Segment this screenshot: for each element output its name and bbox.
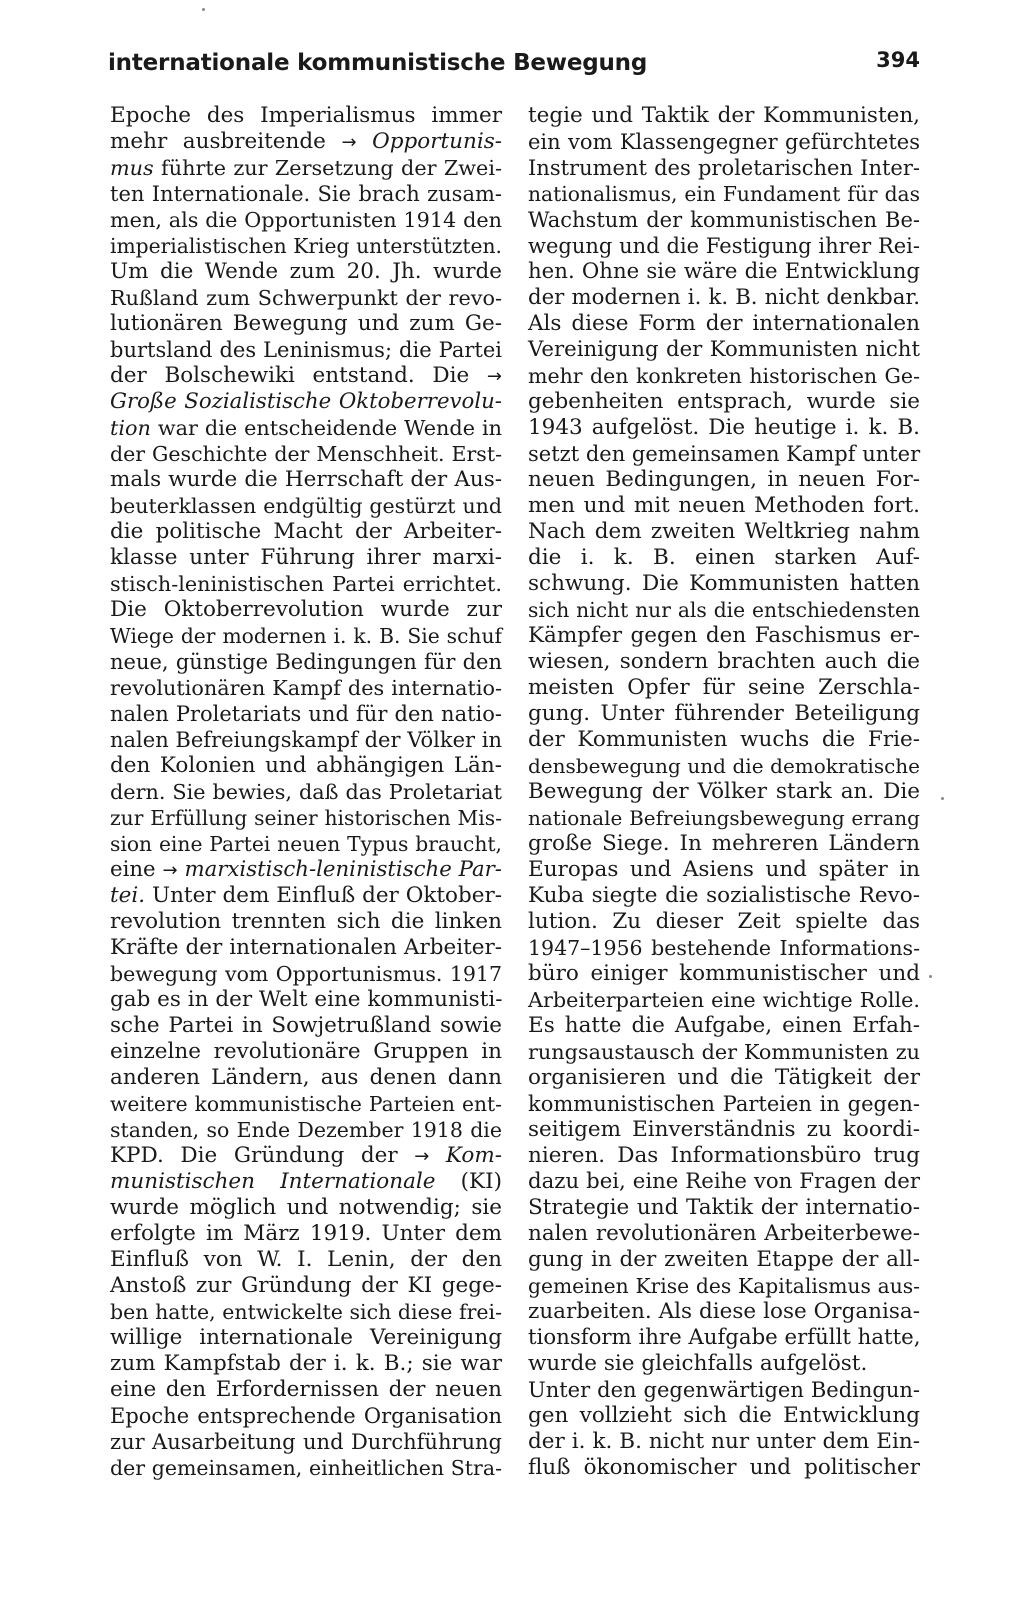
text-line: Um die Wende zum 20. Jh. wurde [110,259,502,284]
text-line: organisieren und die Tätigkeit der [528,1065,920,1090]
text-line: revolutionären Kampf des internatio- [110,676,502,700]
text-line: mehr ausbreitende → Opportunis- [110,129,502,154]
text-line: sche Partei in Sowjetrußland sowie [110,1013,502,1038]
text-line [110,389,502,415]
text-line: klasse unter Führung ihrer marxi- [110,545,502,570]
text-line: zuarbeiten. Als diese lose Organisa- [528,1299,920,1324]
text-line: 1943 aufgelöst. Die heutige i. k. B. [528,415,920,440]
text-line: Strategie und Taktik der internatio- [528,1195,920,1220]
left-column [110,103,502,1481]
text-line: tegie und Taktik der Kommunisten, [528,103,920,128]
text-line: tion war die entscheidende Wende in [110,416,502,440]
text-line: den Kolonien und abhängigen Län- [110,753,502,778]
text-line: nalen Befreiungskampf der Völker in [110,728,502,752]
text-line: büro einiger kommunistischer und [528,961,920,986]
text-line: wurde sie gleichfalls aufgelöst. [528,1351,868,1376]
text-line: Rußland zum Schwerpunkt der revo- [110,286,502,310]
text-line: wiesen, sondern brachten auch die [528,649,920,674]
text-line: eine den Erfordernissen der neuen [110,1377,502,1402]
text-line: Kräfte der internationalen Arbeiter- [110,935,502,960]
right-column [528,103,920,1481]
text-line: die i. k. B. einen starken Auf- [528,545,920,570]
text-line: Kämpfer gegen den Faschismus er- [528,623,920,648]
text-line: lution. Zu dieser Zeit spielte das [528,909,920,934]
text-line: gung. Unter führender Beteiligung [528,701,920,726]
text-line: mus führte zur Zersetzung der Zwei- [110,156,502,180]
text-line: wurde möglich und notwendig; sie [110,1195,502,1220]
text-line: stisch-leninistischen Partei errichtet. [110,572,502,596]
text-line: seitigem Einverständnis zu koordi- [528,1117,920,1142]
page-header [108,48,920,88]
text-line: Epoche entsprechende Organisation [110,1404,502,1428]
print-speck [929,975,932,978]
text-line: der i. k. B. nicht nur unter dem Ein- [528,1429,920,1454]
text-line: densbewegung und die demokratische [528,754,920,778]
text-line: der gemeinsamen, einheitlichen Stra- [110,1456,502,1480]
text-line: lutionären Bewegung und zum Ge- [110,311,502,336]
text-line: Anstoß zur Gründung der KI gege- [110,1273,502,1298]
text-line: munistischen Internationale (KI) [110,1169,502,1194]
text-line: erfolgte im März 1919. Unter dem [110,1221,502,1246]
text-line: nationalismus, ein Fundament für das [528,182,920,206]
text-line: die politische Macht der Arbeiter- [110,519,502,544]
text-line: men und mit neuen Methoden fort. [528,493,920,518]
text-line: sion eine Partei neuen Typus braucht, [110,832,502,856]
text-line: der Kommunisten wuchs die Frie- [528,727,920,752]
cross-reference: Opportunis- [372,129,502,154]
text-line: ten Internationale. Sie brach zusam- [110,182,502,206]
text-line: zur Ausarbeitung und Durchführung [110,1430,502,1454]
text-line: tionsform ihre Aufgabe erfüllt hatte, [528,1325,921,1350]
text-line: zum Kampfstab der i. k. B.; sie war [110,1351,502,1376]
text-line: gemeinen Krise des Kapitalismus aus- [528,1274,920,1298]
text-line: revolution trennten sich die linken [110,909,502,934]
text-line: einzelne revolutionäre Gruppen in [110,1039,502,1064]
text-line: bewegung vom Opportunismus. 1917 [110,962,502,986]
text-line: Einfluß von W. I. Lenin, der den [110,1247,502,1272]
text-line: gab es in der Welt eine kommunisti- [110,987,503,1012]
cross-reference: Kom- [445,1143,502,1168]
text-line: KPD. Die Gründung der → Kom- [110,1143,502,1168]
text-line: der modernen i. k. B. nicht denkbar. [528,285,920,310]
text-line: Wiege der modernen i. k. B. Sie schuf [110,624,502,648]
text-line: nalen revolutionären Arbeiterbewe- [528,1221,920,1246]
text-line: Die Oktoberrevolution wurde zur [110,597,502,622]
text-line: 1947–1956 bestehende Informations- [528,936,920,960]
text-line: Als diese Form der internationalen [528,311,920,336]
text-line: gung in der zweiten Etappe der all- [528,1247,920,1272]
text-line: mals wurde die Herrschaft der Aus- [110,467,502,492]
page-number: 394 [876,48,920,72]
text-line: men, als die Opportunisten 1914 den [110,208,502,232]
text-line: neue, günstige Bedingungen für den [110,650,502,674]
text-line: eine → marxistisch-leninistische Par- [110,857,502,882]
cross-reference-arrow-icon: → [341,132,357,153]
text-line: Epoche des Imperialismus immer [110,103,502,128]
text-line: Arbeiterparteien eine wichtige Rolle. [528,988,920,1012]
print-speck [202,8,205,11]
text-line: nieren. Das Informationsbüro trug [528,1143,920,1168]
running-head: internationale kommunistische Bewegung [108,50,648,76]
text-line: Nach dem zweiten Weltkrieg nahm [528,519,920,544]
cross-reference-arrow-icon: → [162,860,178,881]
text-line: der Bolschewiki entstand. Die → [110,363,502,388]
text-line: meisten Opfer für seine Zerschla- [528,675,920,700]
text-line: standen, so Ende Dezember 1918 die [110,1118,502,1142]
text-line: ben hatte, entwickelte sich diese frei- [110,1300,502,1324]
text-line: gen vollzieht sich die Entwicklung [528,1403,920,1428]
text-line: große Siege. In mehreren Ländern [528,831,920,856]
text-line: neuen Bedingungen, in neuen For- [528,467,920,492]
text-line: Es hatte die Aufgabe, einen Erfah- [528,1013,920,1038]
cross-reference: marxistisch-leninistische Par- [184,857,502,882]
text-line: der Geschichte der Menschheit. Erst- [110,442,502,466]
text-line: ein vom Klassengegner gefürchtetes [528,130,920,154]
text-line: tei. Unter dem Einfluß der Oktober- [110,883,502,908]
text-line: anderen Ländern, aus denen dann [110,1065,502,1090]
text-line: imperialistischen Krieg unterstützten. [110,234,502,258]
text-line: wegung und die Festigung ihrer Rei- [528,234,920,258]
text-line: Bewegung der Völker stark an. Die [528,779,920,804]
text-line: hen. Ohne sie wäre die Entwicklung [528,259,920,284]
text-line: nalen Proletariats und für den natio- [110,702,502,726]
print-speck [941,797,944,800]
text-line: dern. Sie bewies, daß das Proletariat [110,780,502,804]
text-line: Vereinigung der Kommunisten nicht [528,337,920,362]
text-line: Instrument des proletarischen Inter- [528,156,920,180]
text-line: sich nicht nur als die entschiedensten [528,598,920,622]
text-line: kommunistischen Parteien in gegen- [528,1092,920,1116]
text-line: setzt den gemeinsamen Kampf unter [528,442,921,466]
cross-reference: Große Sozialistische Oktoberrevolu- [110,389,502,414]
text-line: weitere kommunistische Parteien ent- [110,1092,502,1116]
text-line: Wachstum der kommunistischen Be- [528,208,920,232]
text-line: burtsland des Leninismus; die Partei [110,338,502,362]
text-line: nationale Befreiungsbewegung errang [528,806,920,830]
text-line: willige internationale Vereinigung [110,1325,502,1350]
cross-reference-arrow-icon: → [486,366,502,387]
text-line: dazu bei, eine Reihe von Fragen der [528,1169,920,1194]
text-line: zur Erfüllung seiner historischen Mis- [110,806,502,830]
text-line: beuterklassen endgültig gestürzt und [110,494,502,518]
cross-reference-arrow-icon: → [414,1146,430,1167]
text-line: rungsaustausch der Kommunisten zu [528,1040,920,1064]
text-line: schwung. Die Kommunisten hatten [528,571,920,596]
text-line: fluß ökonomischer und politischer [528,1455,920,1480]
text-line: mehr den konkreten historischen Ge- [528,364,920,388]
text-line: Europas und Asiens und später in [528,857,920,882]
text-line: gebenheiten entsprach, wurde sie [528,389,920,414]
text-line: Kuba siegte die sozialistische Revo- [528,883,920,908]
text-line: Unter den gegenwärtigen Bedingun- [528,1378,920,1402]
